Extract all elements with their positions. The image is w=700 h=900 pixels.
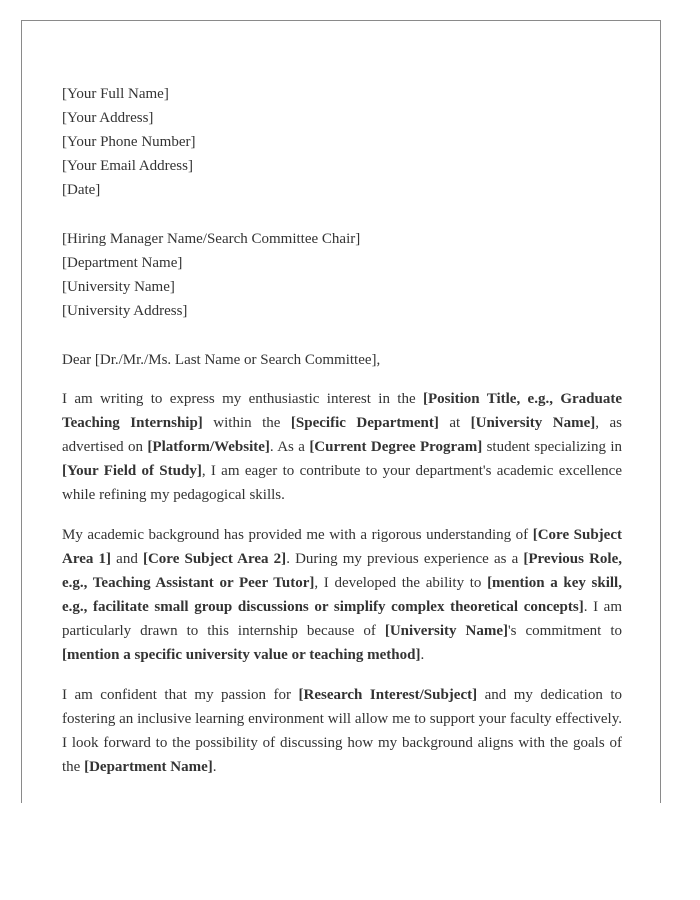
placeholder-research-interest: [Research Interest/Subject] — [298, 687, 478, 703]
placeholder-university-name: [University Name] — [384, 623, 508, 639]
text-run: 's commitment to — [507, 623, 622, 639]
sender-phone: [Your Phone Number] — [62, 134, 196, 150]
placeholder-degree-program: [Current Degree Program] — [309, 439, 483, 455]
recipient-address: [University Address] — [62, 303, 188, 319]
placeholder-university-value: [mention a specific university value or teaching method] — [62, 647, 421, 663]
letter-date: [Date] — [62, 182, 101, 198]
sender-name: [Your Full Name] — [62, 86, 169, 102]
placeholder-key-skill: [mention a key skill, e.g., facilitate small group discussions or simplify complex theoretical concepts] — [62, 575, 622, 615]
placeholder-core-subject-1: [Core Subject Area 1] — [62, 527, 622, 567]
placeholder-field-of-study: [Your Field of Study] — [62, 463, 202, 479]
paragraph-background — [62, 523, 622, 667]
paragraph-intro — [62, 387, 622, 507]
recipient-university: [University Name] — [62, 279, 175, 295]
paragraph-closing — [62, 683, 622, 779]
placeholder-core-subject-2: [Core Subject Area 2] — [142, 551, 287, 567]
recipient-block — [62, 227, 622, 323]
recipient-department: [Department Name] — [62, 255, 183, 271]
text-run: and my dedication to fostering an inclusive learning environment will allow me to support your faculty effectively. I look forward to the possibility of discussing how my background aligns with the goals of the — [62, 687, 623, 775]
text-run: and — [111, 551, 143, 567]
salutation: Dear [Dr./Mr./Ms. Last Name or Search Committee], — [62, 352, 381, 368]
placeholder-position-title: [Position Title, e.g., Graduate Teaching Internship] — [62, 391, 622, 431]
text-run: . As a — [269, 439, 310, 455]
text-run: . I am particularly drawn to this internship because of — [62, 599, 622, 639]
placeholder-specific-department: [Specific Department] — [290, 415, 439, 431]
text-run: at — [438, 415, 471, 431]
sender-address: [Your Address] — [62, 110, 154, 126]
text-run: I am writing to express my enthusiastic interest in the — [62, 391, 423, 407]
placeholder-department-name: [Department Name] — [84, 759, 213, 775]
text-run: I am confident that my passion for — [62, 687, 299, 703]
text-run: , I am eager to contribute to your department's academic excellence while refining my pedagogical skills. — [62, 463, 622, 503]
text-run: , as advertised on — [62, 415, 622, 455]
sender-block — [62, 82, 622, 202]
placeholder-platform: [Platform/Website] — [147, 439, 270, 455]
text-run: student specializing in — [482, 439, 623, 455]
placeholder-previous-role: [Previous Role, e.g., Teaching Assistant or Peer Tutor] — [62, 551, 622, 591]
text-run: . During my previous experience as a — [286, 551, 524, 567]
sender-email: [Your Email Address] — [62, 158, 193, 174]
text-run: . — [212, 759, 217, 775]
recipient-name: [Hiring Manager Name/Search Committee Chair] — [62, 231, 361, 247]
text-run: My academic background has provided me with a rigorous understanding of — [62, 527, 533, 543]
text-run: within the — [202, 415, 291, 431]
text-run: . — [420, 647, 425, 663]
text-run: , I developed the ability to — [314, 575, 488, 591]
letter-page — [21, 20, 661, 803]
placeholder-university-name: [University Name] — [470, 415, 596, 431]
letter-body — [62, 82, 622, 795]
